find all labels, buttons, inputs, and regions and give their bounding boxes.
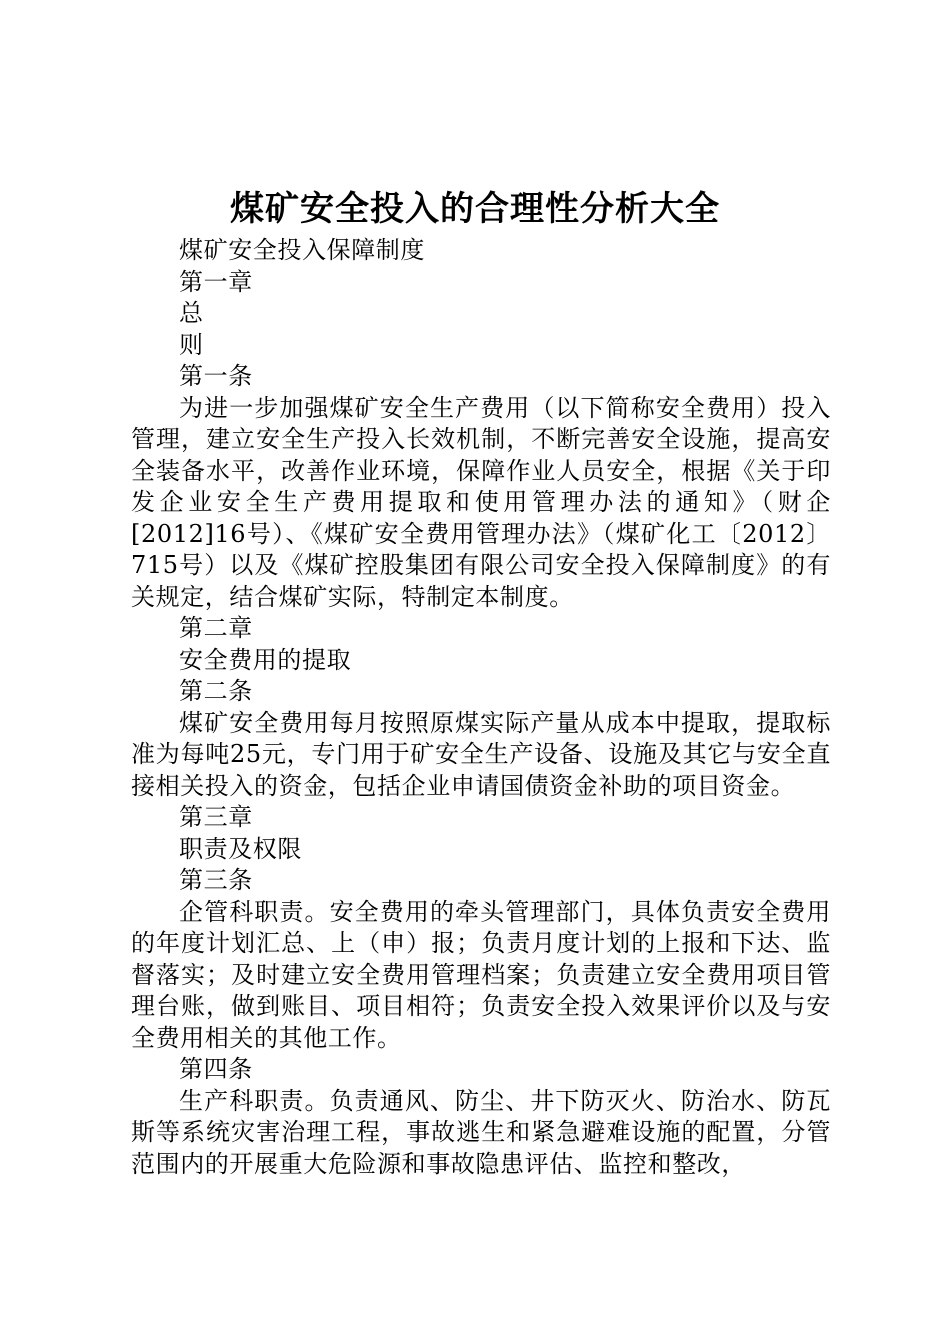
- paragraph-article-4: 第四条: [179, 1055, 253, 1083]
- paragraph-general-1: 总: [179, 299, 204, 327]
- paragraph-chapter-3: 第三章: [179, 803, 253, 831]
- paragraph-article-1-text: 为进一步加强煤矿安全生产费用（以下简称安全费用）投入管理，建立安全生产投入长效机制，不断完善安全设施，提高安全装备水平，改善作业环境，保障作业人员安全，根据《关于印发企业安全生产费用提取和使用管理办法的通知》（财企[2012]16号）、《煤矿安全费用管理办法》（煤矿化工〔2012〕715号）以及《煤矿控股集团有限公司安全投入保障制度》的有关规定，结合煤矿实际，特制定本制度。: [131, 393, 831, 611]
- paragraph-article-3-text: 企管科职责。安全费用的牵头管理部门，具体负责安全费用的年度计划汇总、上（申）报；负责月度计划的上报和下达、监督落实；及时建立安全费用管理档案；负责建立安全费用项目管理台账，做到账目、项目相符；负责安全投入效果评价以及与安全费用相关的其他工作。: [131, 897, 831, 1052]
- paragraph-article-3: 第三条: [179, 866, 253, 894]
- paragraph-chapter-1: 第一章: [179, 267, 253, 296]
- paragraph-system-title: 煤矿安全投入保障制度: [179, 236, 425, 264]
- paragraph-chapter-2-title: 安全费用的提取: [179, 645, 352, 674]
- document-body: [131, 235, 831, 1180]
- paragraph-article-2-text: 煤矿安全费用每月按照原煤实际产量从成本中提取，提取标准为每吨25元，专门用于矿安全生产设备、设施及其它与安全直接相关投入的资金，包括企业申请国债资金补助的项目资金。: [131, 708, 831, 800]
- paragraph-article-2: 第二条: [179, 677, 253, 705]
- paragraph-chapter-2: 第二章: [179, 614, 253, 642]
- document-title: 煤矿安全投入的合理性分析大全: [230, 189, 720, 229]
- paragraph-article-1: 第一条: [179, 362, 253, 390]
- paragraph-article-4-text: 生产科职责。负责通风、防尘、井下防灭火、防治水、防瓦斯等系统灾害治理工程，事故逃生和紧急避难设施的配置，分管范围内的开展重大危险源和事故隐患评估、监控和整改，: [131, 1086, 831, 1178]
- paragraph-general-2: 则: [179, 330, 204, 359]
- paragraph-chapter-3-title: 职责及权限: [179, 834, 302, 863]
